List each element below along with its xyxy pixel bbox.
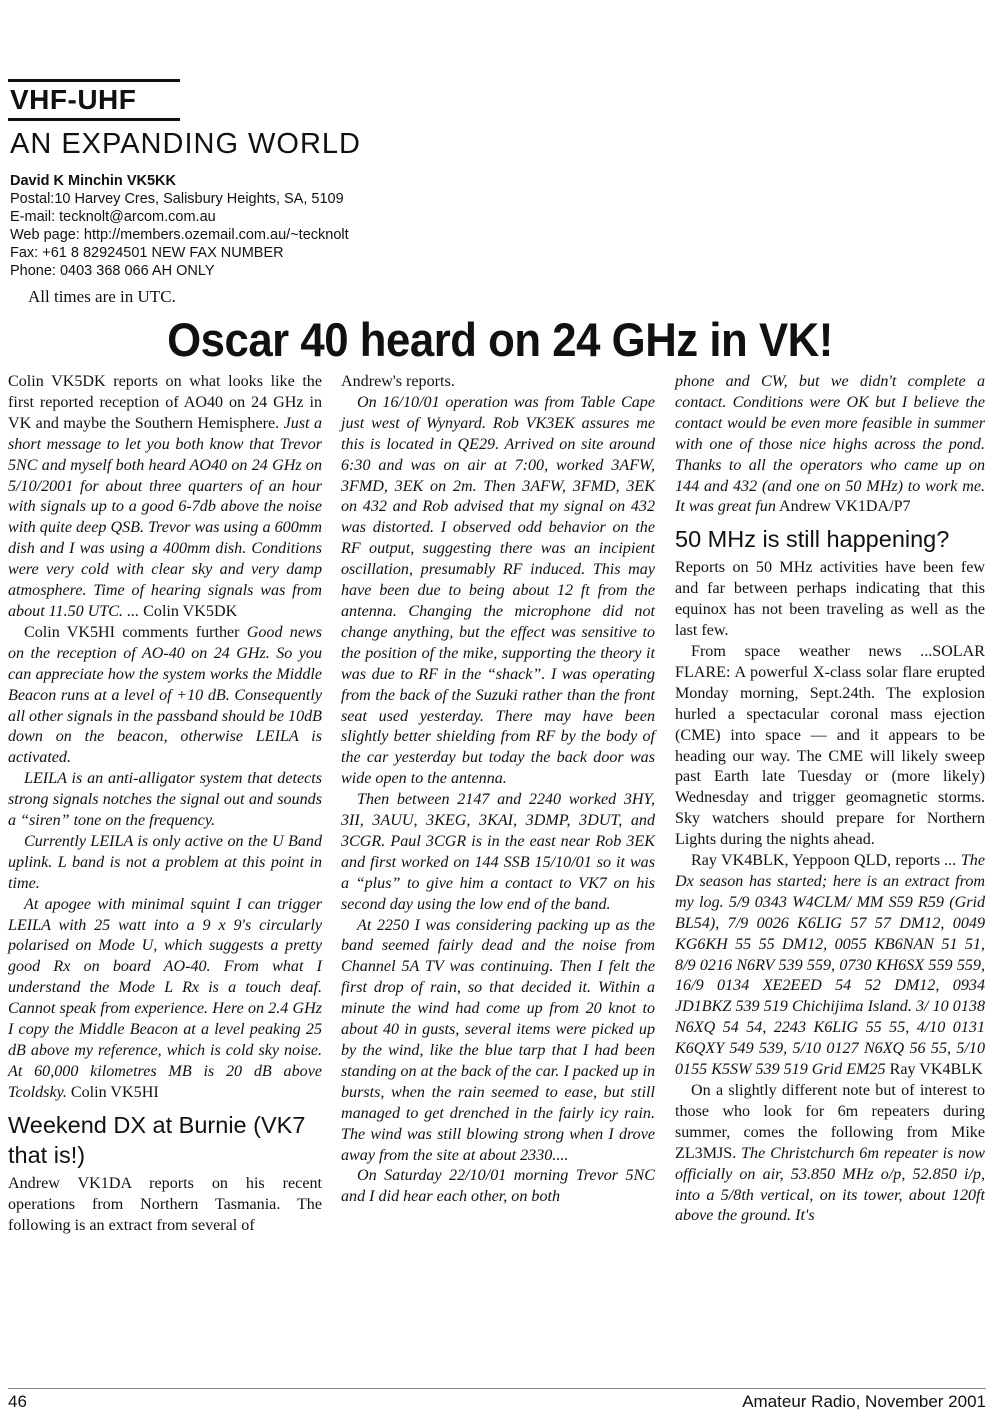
author-phone: Phone: 0403 368 066 AH ONLY (10, 263, 215, 279)
paragraph: Colin VK5DK reports on what looks like the first reported reception of AO40 on 24 GHz in VK and maybe the Southern Hemisphere. Just a short message to let you both know that Trevor 5NC and myself both heard AO40 on 24 GHz on 5/10/2001 for about three quarters of an hour with signals up to a good 6-7db above the noise with quite deep QSB. Trevor was using a 600mm dish and I was using a 400mm dish. Conditions were very cold with clear sky and very damp atmosphere. Time of hearing signals was from about 11.50 UTC. ... Colin VK5DK (8, 373, 323, 620)
publication-name: Amateur Radio, November 2001 (742, 1392, 986, 1411)
author-email: E-mail: tecknolt@arcom.com.au (10, 209, 216, 225)
paragraph: Andrew VK1DA reports on his recent operations from Northern Tasmania. The following is an extract from several of (8, 1174, 322, 1234)
section-heading: 50 MHz is still happening? (675, 526, 950, 553)
paragraph: From space weather news ...SOLAR FLARE: A powerful X-class solar flare erupted Monday morning, Sept.24th. The explosion hurled a spectacular coronal mass ejection (CME) into space — and it appears to be heading our way. The CME will likely sweep past Earth late Tuesday or (more likely) Wednesday and trigger geomagnetic storms. Sky watchers should prepare for Northern Lights during the nights ahead. (675, 642, 985, 849)
paragraph: On 16/10/01 operation was from Table Cape just west of Wynyard. Rob VK3EK assures me this is located in QE29. Arrived on site around 6:30 and was on air at 7:00, worked 3AFW, 3FMD, 3EK on 2m. Then 3AFW, 3FMD, 3EK on 432 and Rob advised that my signal on 432 was distorted. I observed odd behavior on the RF output, suggesting there was an incipient oscillation, presumably RF induced. This may have been due to being about 12 ft from the antenna. Changing the microphone did not change anything, but the effect was sensitive to the position of the mike, supporting the theory it was due to RF in the “shack”. I was operating from the back of the Suzuki rather than the front seat used yesterday. There may have been slightly better shielding from RF by the body of the car yesterday but today the back door was wide open to the antenna. (341, 393, 655, 788)
times-note: All times are in UTC. (28, 287, 176, 306)
column-subtitle: AN EXPANDING WORLD (10, 128, 362, 160)
paragraph: LEILA is an anti-alligator system that detects strong signals notches the signal out and sounds a “siren” tone on the frequency. (8, 770, 322, 830)
paragraph: On Saturday 22/10/01 morning Trevor 5NC and I did hear each other, on both (341, 1167, 655, 1206)
author-block (10, 172, 349, 280)
column-3 (675, 372, 985, 1227)
paragraph: phone and CW, but we didn't complete a contact. Conditions were OK but I believe the contact would be even more feasible in summer with one of those nice highs across the pond. Thanks to all the operators who came up on 144 and 432 (and one on 50 MHz) to work me. It was great fun Andrew VK1DA/P7 (675, 373, 985, 516)
author-fax: Fax: +61 8 82924501 NEW FAX NUMBER (10, 245, 284, 261)
paragraph: Ray VK4BLK, Yeppoon QLD, reports ... The Dx season has started; here is an extract from my log. 5/9 0343 W4CLM/ MM S59 R59 (Grid BL54), 7/9 0026 K6LIG 57 57 DM12, 0049 KG6KH 55 55 DM12, 0055 KB6NAN 51 51, 8/9 0216 N6RV 539 559, 0730 KH6SX 559 559, 16/9 0134 XE2EED 54 52 DM12, 0934 JD1BKZ 539 519 Chichijima Island. 3/ 10 0138 N6XQ 54 54, 2243 K6LIG 55 55, 4/10 0131 K6QXY 549 539, 5/10 0127 N6XQ 56 55, 5/10 0155 K5SW 539 519 Grid EM25 Ray VK4BLK (675, 852, 985, 1079)
section-tag: VHF-UHF (10, 84, 137, 115)
paragraph: Then between 2147 and 2240 worked 3HY, 3II, 3AUU, 3KEG, 3KAI, 3DMP, 3DUT, and 3CGR. Paul 3CGR is in the east near Rob 3EK and first worked on 144 SSB 15/10/01 so it was a “plus” to give him a contact to VK7 on his second day using the low end of the band. (341, 791, 655, 913)
header-rule (8, 79, 180, 82)
paragraph: On a slightly different note but of interest to those who look for 6m repeaters during summer, comes the following from Mike ZL3MJS. The Christchurch 6m repeater is now officially on air, 53.850 MHz o/p, 52.850 i/p, into a 5/8th vertical, on its tower, about 120ft above the ground. It's (675, 1082, 985, 1225)
author-postal: Postal:10 Harvey Cres, Salisbury Heights, SA, 5109 (10, 191, 344, 207)
column-2 (341, 372, 655, 1208)
paragraph: Colin VK5HI comments further Good news on the reception of AO-40 on 24 GHz. So you can appreciate how the system works the Middle Beacon runs at a level of +10 dB. Consequently all other signals in the passband should be 10dB down on the beacon, otherwise LEILA is activated. (8, 623, 322, 767)
header-rule-bottom (8, 118, 180, 121)
author-name: David K Minchin VK5KK (10, 173, 176, 189)
paragraph: Reports on 50 MHz activities have been few and far between perhaps indicating that this equinox has not been traveling as well as the last few. (675, 559, 985, 640)
paragraph: At apogee with minimal squint I can trigger LEILA with 25 watt into a 9 x 9's circularly polarised on Mode U, which suggests a pretty good Rx on board AO-40. From what I understand the Mode L Rx is a touch deaf. Cannot speak from experience. Here on 2.4 GHz I copy the Middle Beacon at a level peaking 25 dB above my reference, which is cold sky noise. At 60,000 kilometres MB is 20 dB above Tcoldsky. Colin VK5HI (8, 895, 322, 1101)
footer-rule (8, 1388, 986, 1389)
paragraph: Andrew's reports. (341, 373, 455, 390)
paragraph: Currently LEILA is only active on the U Band uplink. L band is not a problem at this point in time. (8, 832, 322, 892)
author-web: Web page: http://members.ozemail.com.au/~tecknolt (10, 227, 349, 243)
paragraph: At 2250 I was considering packing up as the band seemed fairly dead and the noise from Channel 5A TV was continuing. Then I felt the first drop of rain, so that decided it. Within a minute the wind had come up from 20 knot to about 40 in gusts, several items were picked up by the wind, like the blue tarp that I had been standing on at the back of the car. I packed up in bursts, when the rain seemed to ease, but still managed to get drenched in the fairly icy rain. The wind was still blowing strong when I drove away from the site at about 2330.... (341, 916, 655, 1164)
article-headline: Oscar 40 heard on 24 GHz in VK! (167, 313, 833, 366)
column-1 (8, 372, 322, 1236)
page-number: 46 (8, 1392, 27, 1411)
section-heading: Weekend DX at Burnie (VK7 that is!) (8, 1111, 306, 1168)
